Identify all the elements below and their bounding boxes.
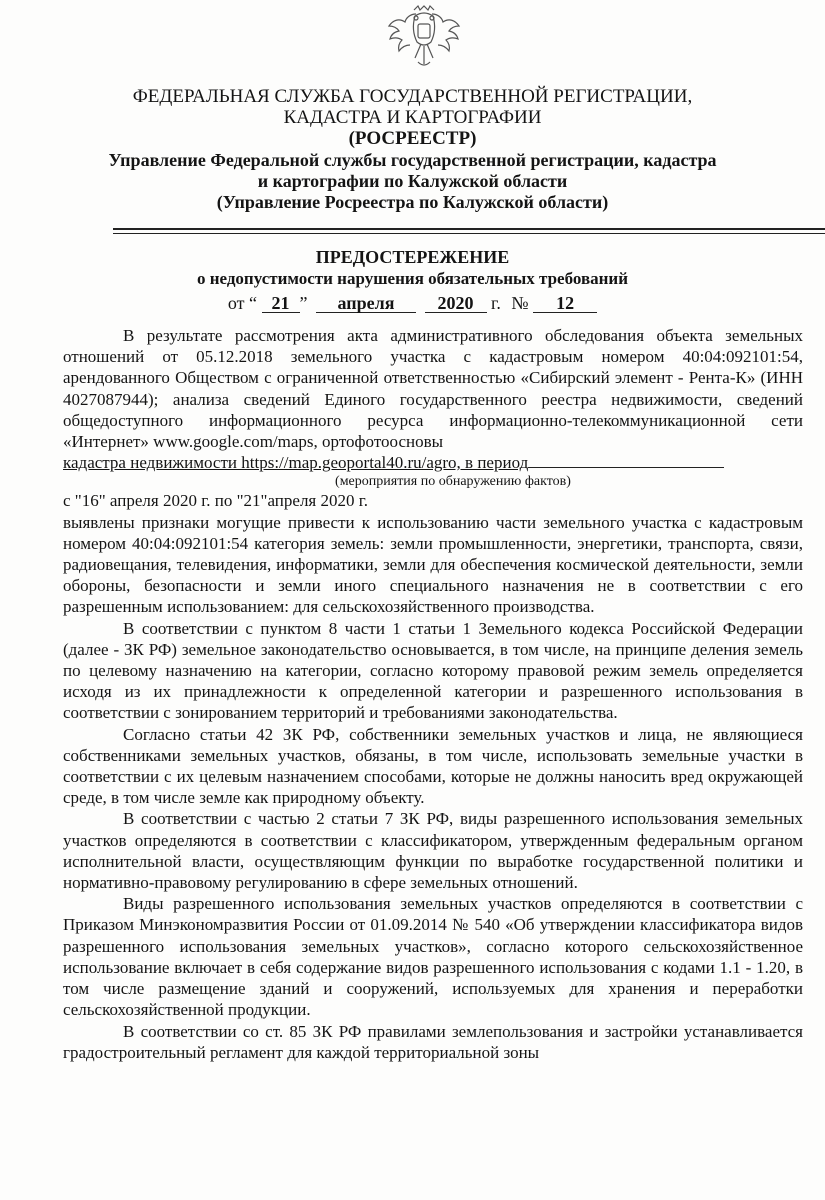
date-day: 21 bbox=[262, 294, 300, 313]
russian-coat-of-arms-icon bbox=[385, 2, 463, 72]
department-name-line2: и картографии по Калужской области bbox=[257, 171, 568, 191]
department-name-line3: (Управление Росреестра по Калужской области) bbox=[216, 192, 609, 212]
intro-underlined-text: кадастра недвижимости https://map.geoportal40.ru/agro, в период bbox=[63, 453, 529, 473]
document-title: ПРЕДОСТЕРЕЖЕНИЕ bbox=[315, 247, 510, 267]
period-text: с "16" апреля 2020 г. по "21"апреля 2020 г. bbox=[63, 491, 369, 511]
number-label: № bbox=[511, 293, 529, 313]
department-name-line1: Управление Федеральной службы государственной регистрации, кадастра bbox=[108, 150, 717, 170]
document-number: 12 bbox=[533, 294, 597, 313]
period-caption: (мероприятия по обнаружению фактов) bbox=[335, 474, 571, 490]
intro-continuation bbox=[63, 452, 803, 473]
paragraph-5: В соответствии со ст. 85 ЗК РФ правилами землепользования и застройки устанавливается градостроительный регламент для каждой территориальной зоны bbox=[63, 1021, 803, 1062]
header-divider-thick bbox=[113, 228, 825, 230]
paragraph-3: В соответствии с частью 2 статьи 7 ЗК РФ, виды разрешенного использования земельных участков определяются в соответствии с классификатором, утвержденным федеральным органом исполнительной власти, осуществляющим функции по выработке государственной политики и нормативно-правовому регулированию в сфере земельных отношений. bbox=[63, 809, 803, 893]
intro-paragraph: В результате рассмотрения акта административного обследования объекта земельных отношений от 05.12.2018 земельного участка с кадастровым номером 40:04:092101:54, арендованного Обществом с ограниченной ответственностью «Сибирский элемент - Рента-К» (ИНН 4027087944); анализа сведений Единого государственного реестра недвижимости, сведений общедоступного информационного ресурса информационно-телекоммуникационной сети «Интернет» www.google.com/maps, ортофотоосновы bbox=[63, 326, 803, 452]
findings-paragraph: выявлены признаки могущие привести к использованию части земельного участка с кадастровым номером 40:04:092101:54 категория земель: земли промышленности, энергетики, транспорта, связи, радиовещания, телевидения, информатики, земли для обеспечения космической деятельности, земли обороны, безопасности и земли иного специального назначения не в соответствии с его разрешенным использованием: для сельскохозяйственного производства. bbox=[63, 512, 803, 617]
paragraph-1: В соответствии с пунктом 8 части 1 статьи 1 Земельного кодекса Российской Федерации (далее - ЗК РФ) земельное законодательство основывается, в том числе, на принципе деления земель по целевому назначению на категории, согласно которому правовой режим земель определяется исходя из их принадлежности к определенной категории и разрешенного использования в соответствии с зонированием территорий и требованиями законодательства. bbox=[63, 618, 803, 723]
paragraph-2: Согласно статьи 42 ЗК РФ, собственники земельных участков и лица, не являющиеся собственниками земельных участков, обязаны, в том числе, использовать земельные участки в соответствии с их целевым назначением способами, которые не должны наносить вред окружающей среде, в том числе земле как природному объекту. bbox=[63, 724, 803, 808]
date-year-suffix: г. bbox=[491, 293, 501, 313]
header-divider-thin bbox=[113, 233, 825, 234]
agency-abbreviation: (РОСРЕЕСТР) bbox=[348, 128, 477, 149]
department-header bbox=[0, 150, 825, 213]
date-number-line bbox=[0, 292, 825, 314]
date-from-label: от “ bbox=[227, 293, 258, 313]
document-body bbox=[63, 325, 803, 1063]
document-subtitle: о недопустимости нарушения обязательных требований bbox=[196, 269, 629, 288]
document-title-block bbox=[0, 246, 825, 290]
underline-fill bbox=[528, 453, 724, 468]
date-year: 2020 bbox=[425, 294, 487, 313]
date-month: апреля bbox=[316, 294, 416, 313]
agency-name-line1: ФЕДЕРАЛЬНАЯ СЛУЖБА ГОСУДАРСТВЕННОЙ РЕГИСТРАЦИИ, bbox=[132, 86, 693, 107]
agency-header bbox=[0, 86, 825, 149]
agency-name-line2: КАДАСТРА И КАРТОГРАФИИ bbox=[283, 107, 542, 128]
date-day-close: ” bbox=[299, 293, 308, 313]
paragraph-4: Виды разрешенного использования земельных участков определяются в соответствии с Приказом Минэкономразвития России от 01.09.2014 № 540 «Об утверждении классификатора видов разрешенного использования земельных участков», согласно которого сельскохозяйственное использование включает в себя содержание видов разрешенного использования с кодами 1.1 - 1.20, в том числе размещение зданий и сооружений, используемых для хранения и переработки сельскохозяйственной продукции. bbox=[63, 894, 803, 1020]
